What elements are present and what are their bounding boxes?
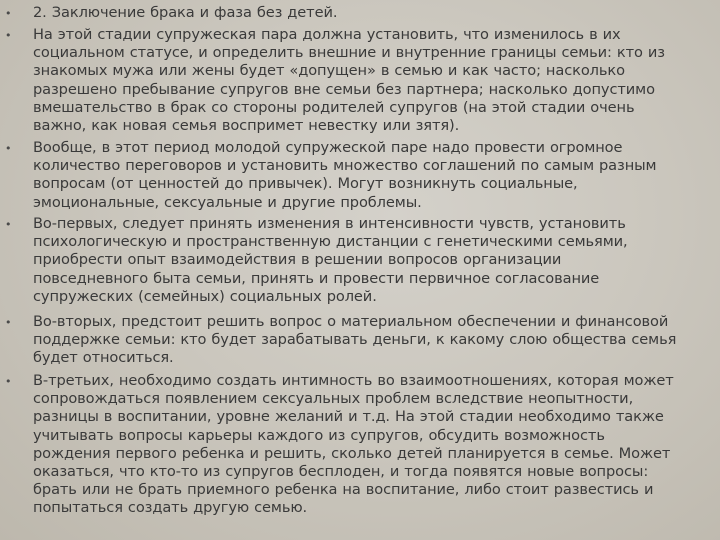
bullet-icon: • (5, 142, 12, 155)
bullet-icon: • (5, 29, 12, 42)
list-item-text: В-третьих, необходимо создать интимность во взаимоотношениях, которая может сопровождаться появлением сексуальных проблем вследствие неопытности, разницы в воспитании, уровне желаний и т.д. На этой стадии необходимо также учитывать вопросы карьеры каждого из супругов, обсудить возможность рождения первого ребенка и решить, сколько детей планируется в семье. Может оказаться, что кто-то из супругов бесплоден, и тогда появятся новые вопросы: брать или не брать приемного ребенка на воспитание, либо стоит развестись и попытаться создать другую семью. (33, 372, 674, 517)
list-item-text: Во-вторых, предстоит решить вопрос о материальном обеспечении и финансовой поддержке семьи: кто будет зарабатывать деньги, к какому слою общества семья будет относиться. (33, 313, 677, 367)
list-item-text: На этой стадии супружеская пара должна установить, что изменилось в их социальном статусе, и определить внешние и внутренние границы семьи: кто из знакомых мужа или жены будет «допущен» в семью и как часто; насколько разрешено пребывание супругов вне семьи без партнера; насколько допустимо вмешательство в брак со стороны родителей супругов (на этой стадии очень важно, как новая семья воспримет невестку или зятя). (33, 26, 665, 135)
bullet-icon: • (5, 316, 12, 329)
bullet-icon: • (5, 7, 12, 20)
bullet-icon: • (5, 375, 12, 388)
list-item-text: Вообще, в этот период молодой супружеской паре надо провести огромное количество переговоров и установить множество соглашений по самым разным вопросам (от ценностей до привычек). Могут возникнуть социальные, эмоциональные, сексуальные и другие проблемы. (33, 139, 657, 211)
list-item-text: Во-первых, следует принять изменения в интенсивности чувств, установить психологическую и пространственную дистанции с генетическими семьями, приобрести опыт взаимодействия в решении вопросов организации повседневного быта семьи, принять и провести первичное согласование супружеских (семейных) социальных ролей. (33, 215, 628, 305)
bullet-icon: • (5, 218, 12, 231)
list-item-text: 2. Заключение брака и фаза без детей. (33, 4, 338, 21)
